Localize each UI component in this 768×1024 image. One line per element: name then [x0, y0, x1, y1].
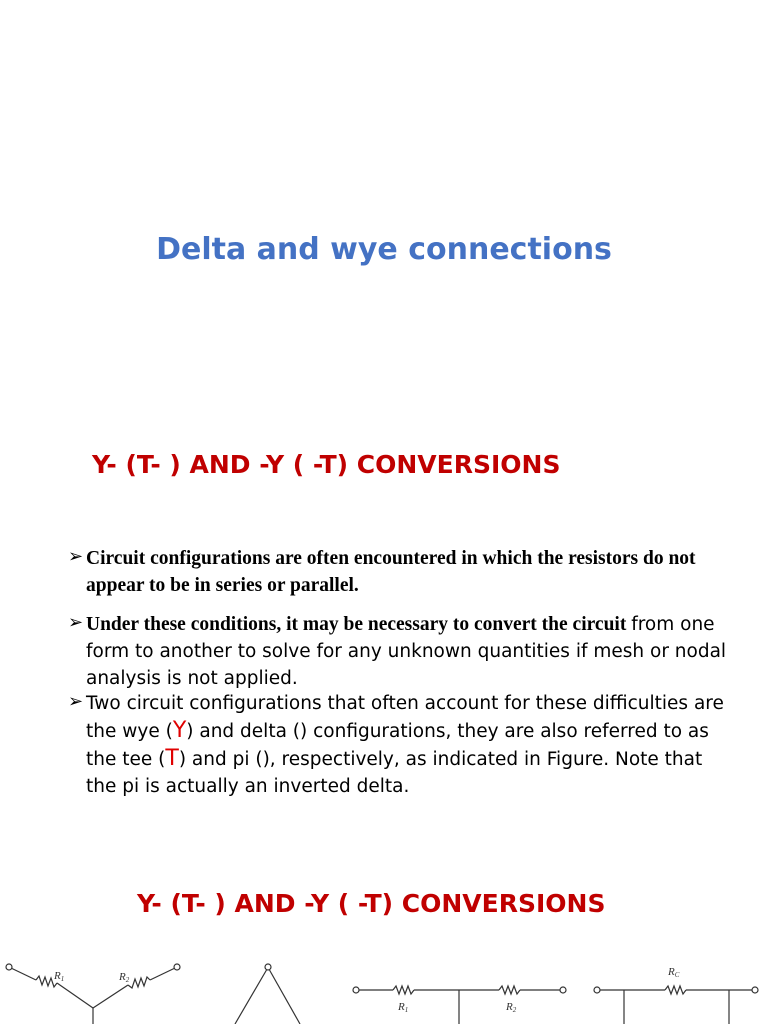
bullet-text-2	[86, 611, 734, 692]
bullet-text-2-sans: from one form to another to solve for any unknown quantities if mesh or nodal analysis is not applied.	[86, 614, 727, 689]
tee-network-diagram	[353, 986, 566, 1024]
wye-letter: Y	[172, 718, 187, 743]
arrow-bullet-icon: ➢	[68, 612, 84, 633]
wye-network-diagram	[6, 964, 180, 1024]
bullet-text-3-part2: ) and delta () configurations, they are also referred to as the tee (	[86, 721, 709, 770]
label-rc-pi: RC	[668, 966, 680, 979]
tee-letter: T	[165, 746, 179, 771]
label-r1-wye: R1	[54, 970, 65, 983]
arrow-bullet-icon: ➢	[68, 691, 84, 712]
label-r1-tee: R1	[398, 1001, 409, 1014]
section-heading-conversions-figure: Y- (T- ) AND -Y ( -T) CONVERSIONS	[137, 889, 606, 918]
delta-network-diagram	[235, 964, 300, 1024]
bullet-text-3-part1: Two circuit configurations that often account for these difficulties are the wye (	[86, 693, 724, 742]
pi-network-diagram	[594, 986, 758, 1024]
label-r2-wye: R2	[119, 971, 130, 984]
bullet-text-3-part3: ) and pi (), respectively, as indicated in Figure. Note that the pi is actually an inverted delta.	[86, 749, 703, 797]
arrow-bullet-icon: ➢	[68, 546, 84, 567]
label-r2-tee: R2	[506, 1001, 517, 1014]
section-heading-conversions: Y- (T- ) AND -Y ( -T) CONVERSIONS	[92, 450, 561, 479]
circuit-figure	[0, 950, 768, 1024]
bullet-item-1	[68, 545, 734, 599]
bullet-text-2-serif: Under these conditions, it may be necessary to convert the circuit	[86, 614, 632, 635]
bullet-item-3	[68, 690, 734, 800]
bullet-item-2	[68, 611, 734, 692]
bullet-text-1: Circuit configurations are often encountered in which the resistors do not appear to be in series or parallel.	[86, 548, 696, 596]
bullet-text-3	[86, 690, 734, 800]
page-title: Delta and wye connections	[156, 232, 612, 267]
